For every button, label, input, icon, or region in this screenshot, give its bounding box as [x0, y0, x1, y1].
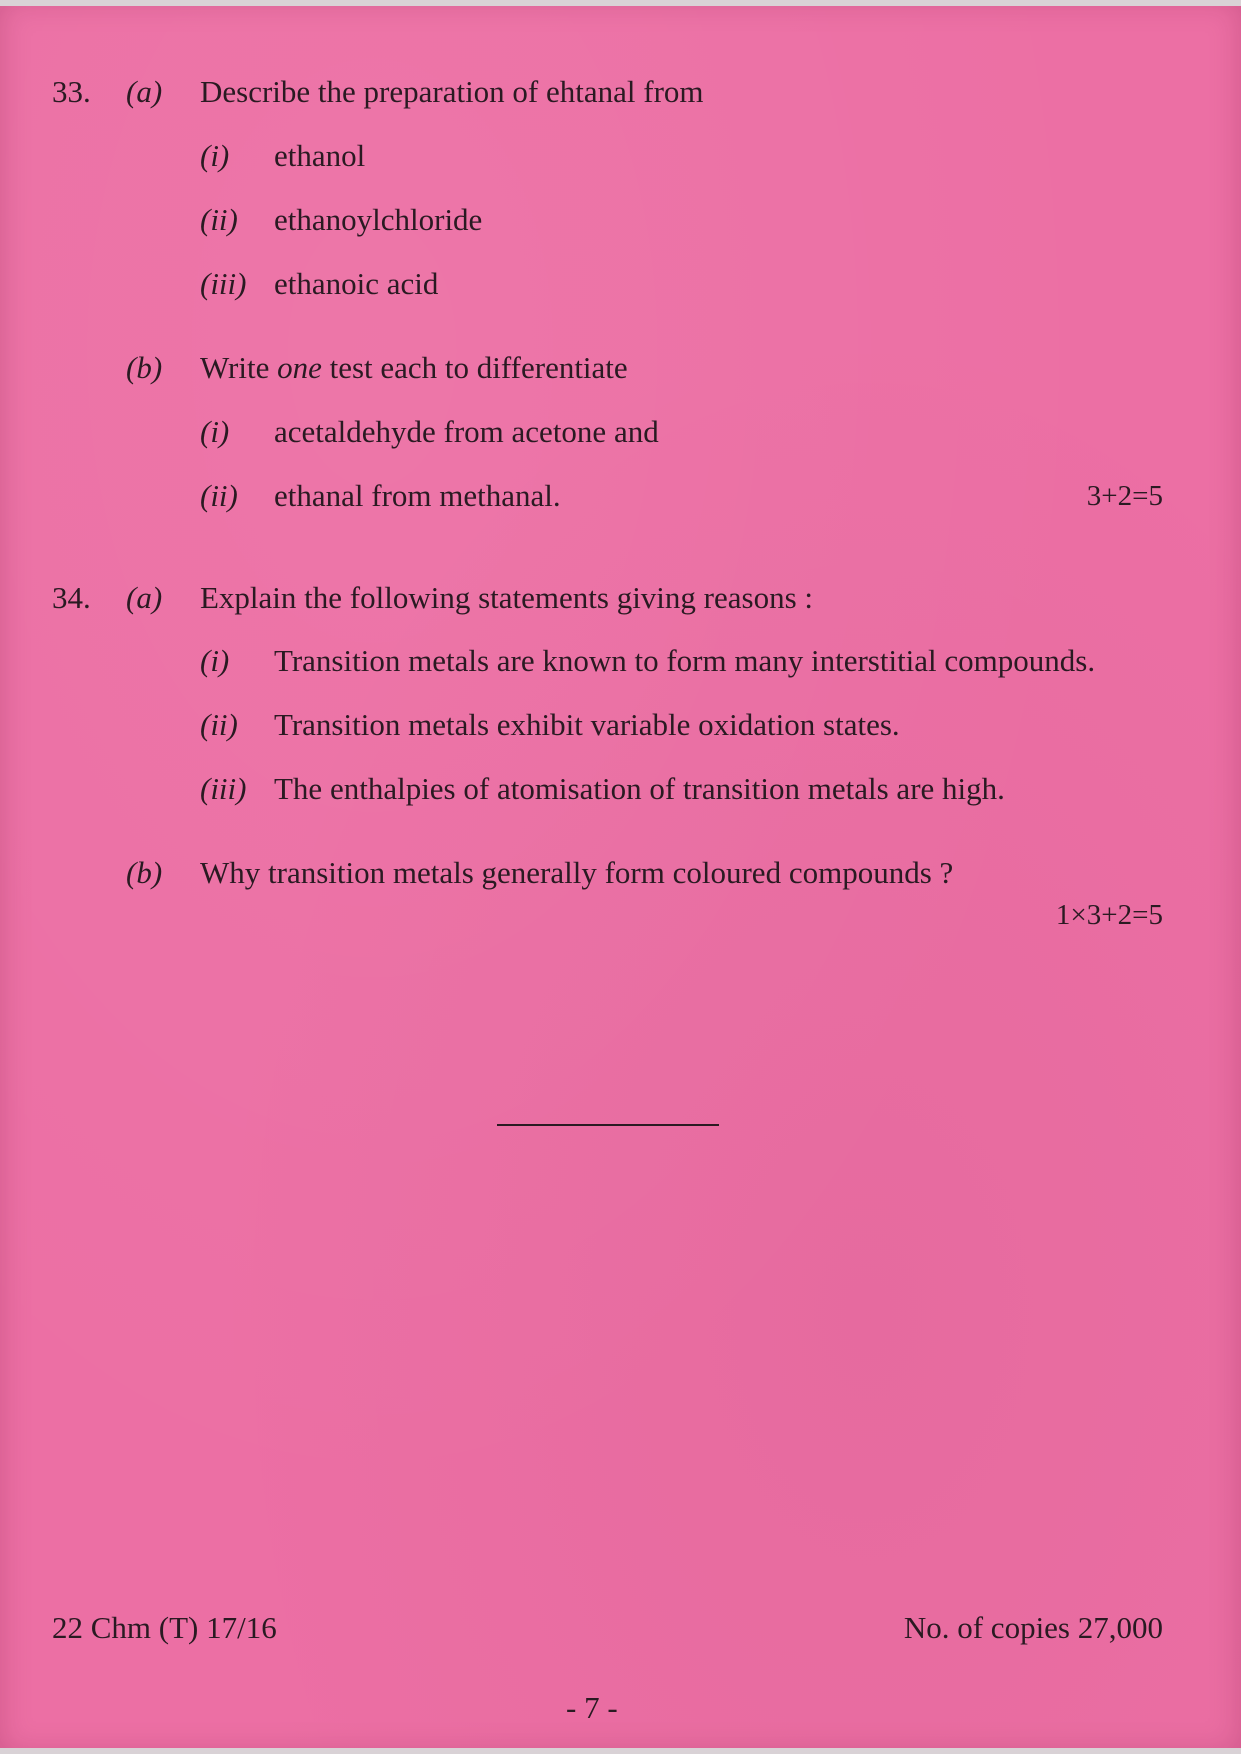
q33-a-item-iii-label: (iii)	[200, 266, 247, 301]
q33-a-item-ii-text: ethanoylchloride	[274, 202, 483, 237]
q33-a-item-i-label: (i)	[200, 138, 230, 173]
q33-a-item-i-text: ethanol	[274, 138, 366, 173]
q34-a-item-i-text: Transition metals are known to form many interstitial compounds.	[274, 643, 1096, 678]
q33-b-item-i-label: (i)	[200, 414, 230, 449]
question-number-34: 34.	[52, 580, 91, 615]
q34-a-item-ii-label: (ii)	[200, 707, 238, 742]
q33-part-a-text: Describe the preparation of ehtanal from	[200, 74, 704, 109]
q33-part-a-label: (a)	[126, 74, 163, 109]
scan-edge-top	[0, 0, 1241, 6]
q33-b-item-ii-label: (ii)	[200, 478, 238, 513]
footer-copies: No. of copies 27,000	[903, 1610, 1163, 1645]
q33-a-item-iii-text: ethanoic acid	[274, 266, 439, 301]
q34-a-item-i-label: (i)	[200, 643, 230, 678]
q34-part-b-label: (b)	[126, 855, 163, 890]
q34-a-item-iii-text: The enthalpies of atomisation of transition metals are high.	[274, 771, 1005, 806]
q34-a-item-iii-label: (iii)	[200, 771, 247, 806]
q34-a-item-ii-text: Transition metals exhibit variable oxidation states.	[274, 707, 900, 742]
q33-b-item-ii-text: ethanal from methanal.	[274, 478, 561, 513]
q33-part-b-text: Write one test each to differentiate	[200, 350, 628, 385]
footer-page-number: - 7 -	[566, 1690, 618, 1725]
q34-part-a-text: Explain the following statements giving reasons :	[200, 580, 814, 615]
q33-b-item-i-text: acetaldehyde from acetone and	[274, 414, 659, 449]
q34-part-a-label: (a)	[126, 580, 163, 615]
q33-part-b-label: (b)	[126, 350, 163, 385]
q33-a-item-ii-label: (ii)	[200, 202, 238, 237]
footer-paper-code: 22 Chm (T) 17/16	[52, 1610, 277, 1645]
end-of-questions-rule	[497, 1124, 719, 1126]
q33-marks: 3+2=5	[1086, 480, 1163, 512]
q34-part-b-text: Why transition metals generally form coloured compounds ?	[200, 855, 954, 890]
scan-edge-bottom	[0, 1748, 1241, 1754]
q34-marks: 1×3+2=5	[1055, 899, 1163, 931]
question-number-33: 33.	[52, 74, 91, 109]
